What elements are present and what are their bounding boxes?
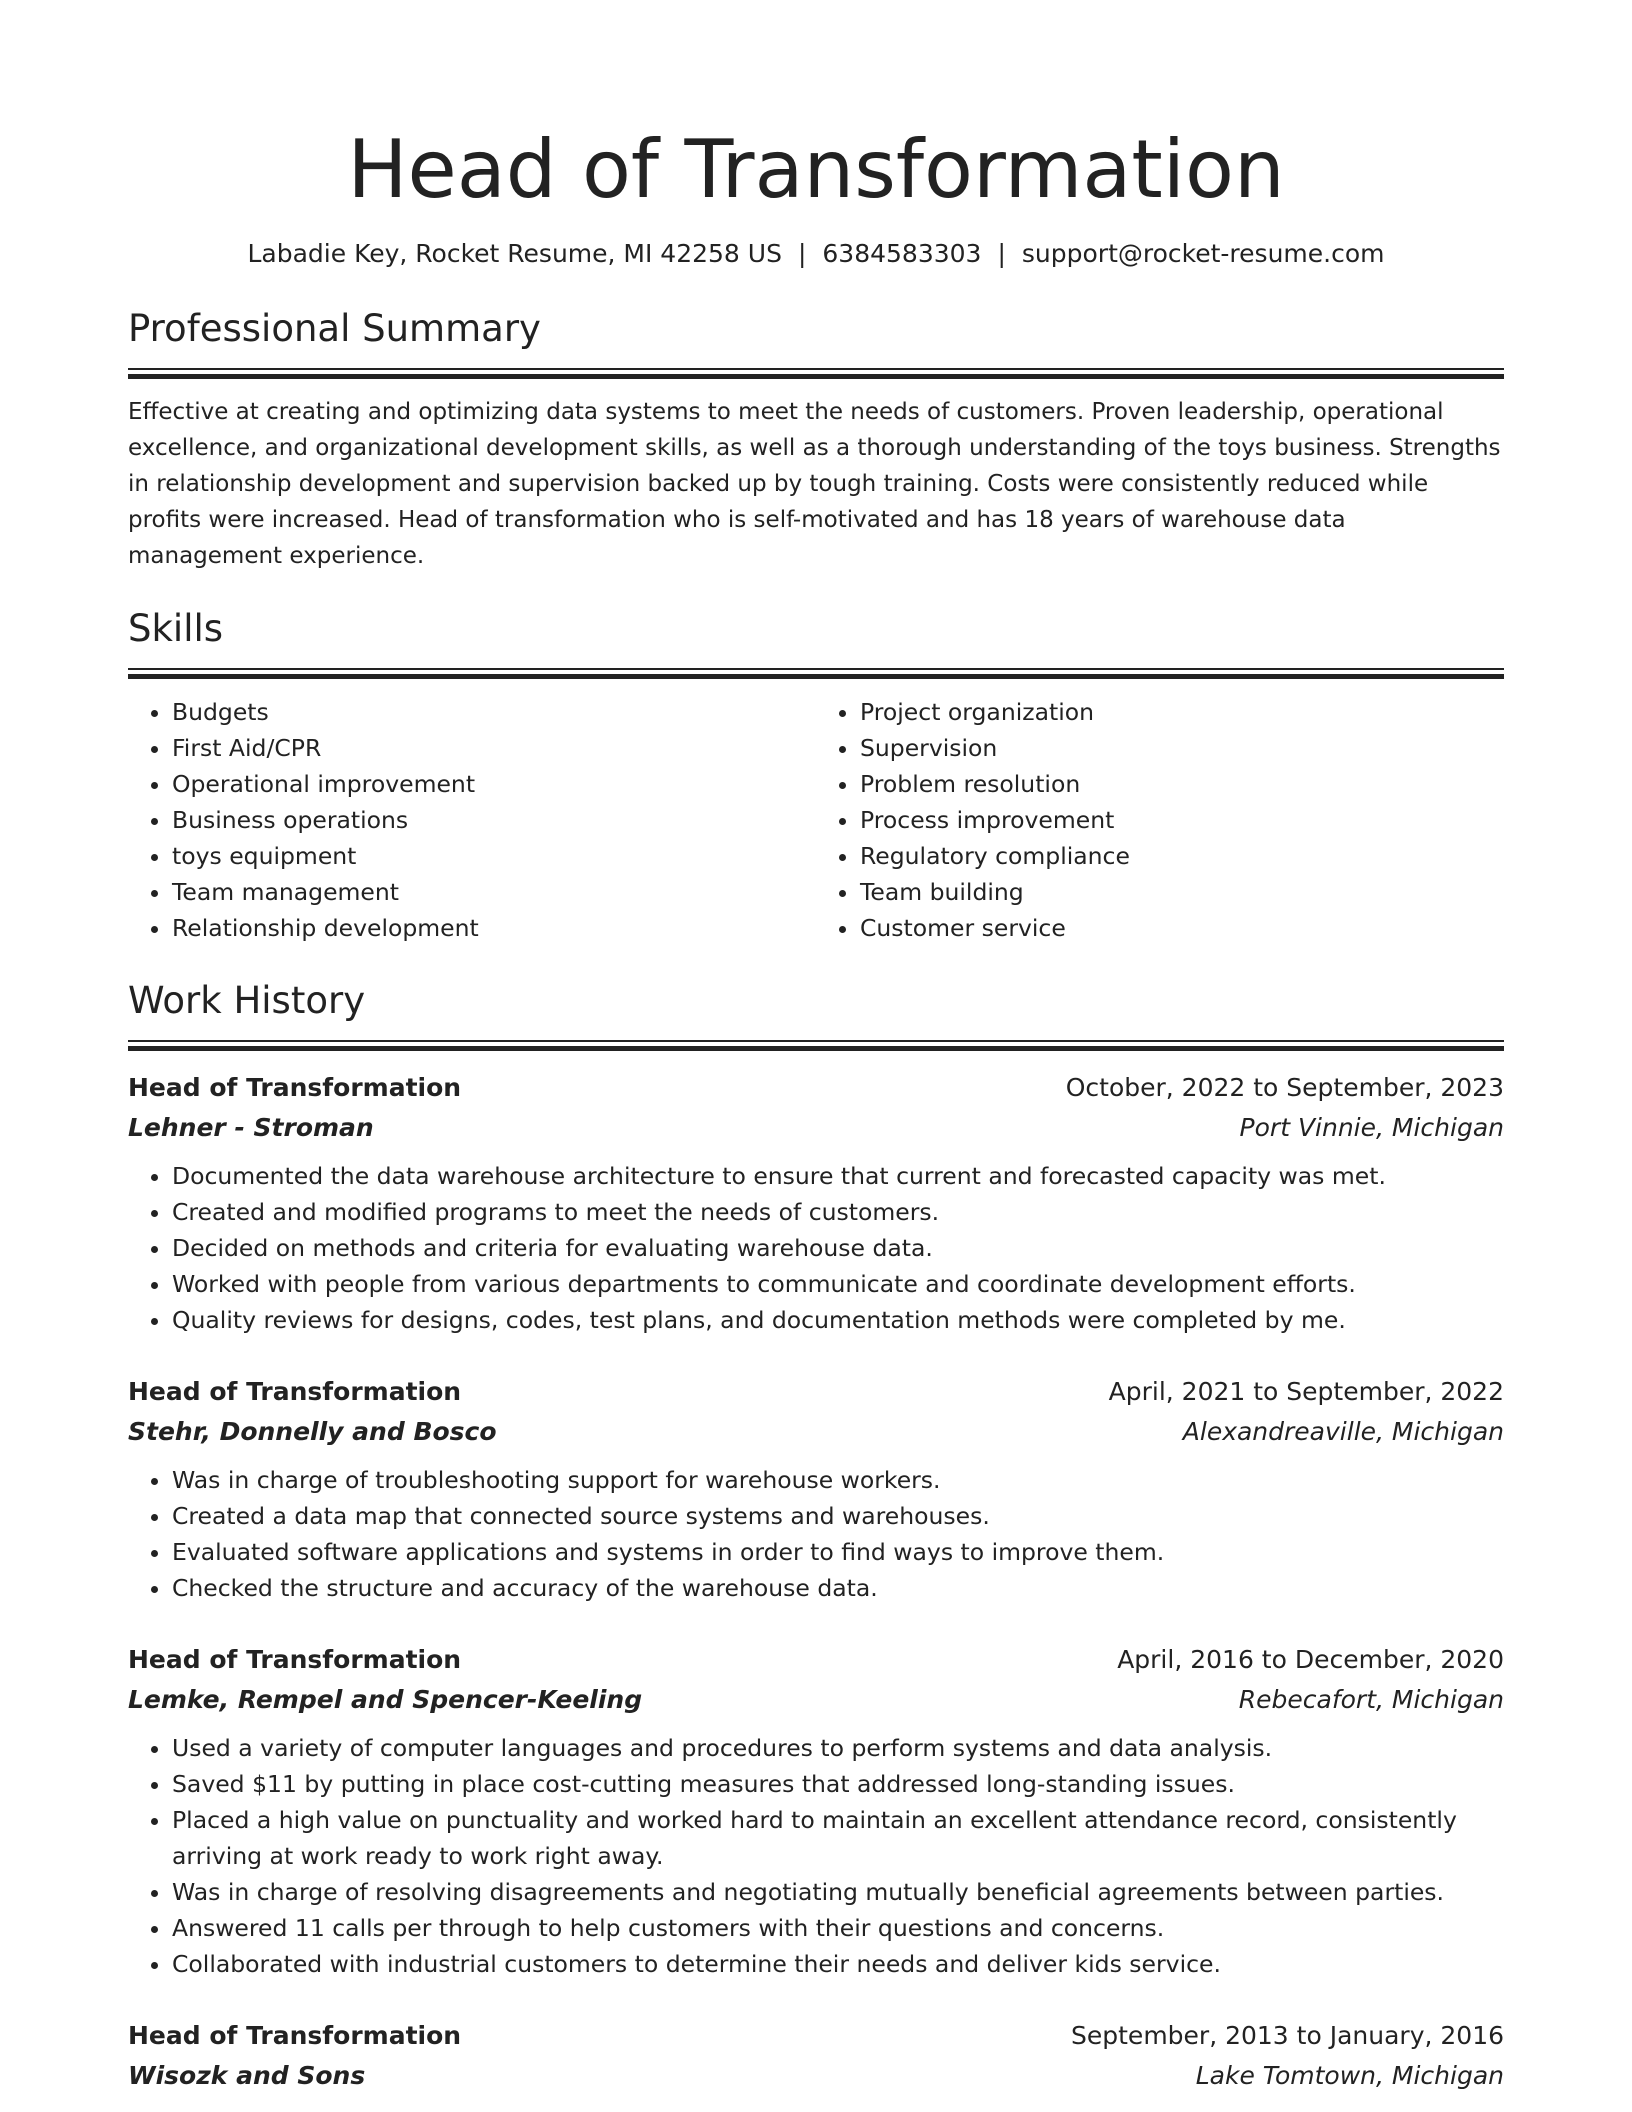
skill-item: • Team management [172,874,816,910]
summary-section [128,304,1504,574]
skills-columns [128,694,1504,946]
skills-title: Skills [128,607,224,650]
job-entry [128,1640,1504,1982]
job-dates: September, 2013 to January, 2016 [1071,2021,1504,2050]
candidate-name: Head of Transformation [347,123,1285,216]
work-history-title: Work History [128,979,366,1022]
job-bullet: • Documented the data warehouse architecture to ensure that current and forecasted capacity was met. [172,1158,1504,1194]
job-bullet: • Answered 11 calls per through to help customers with their questions and concerns. [172,1910,1504,1946]
skills-list-left [128,694,816,946]
job-bullets [128,1730,1504,1982]
summary-title: Professional Summary [128,307,541,350]
job-bullet: • Created a data map that connected source systems and warehouses. [172,1498,1504,1534]
skill-item: • Team building [860,874,1504,910]
skill-item: • Process improvement [860,802,1504,838]
job-dates: April, 2016 to December, 2020 [1117,1645,1504,1674]
contact-line [128,234,1504,274]
job-dates: October, 2022 to September, 2023 [1065,1073,1504,1102]
contact-email: support@rocket-resume.com [1021,239,1385,268]
job-bullet: • Checked the structure and accuracy of the warehouse data. [172,1570,1504,1606]
job-bullet: • Worked with people from various departments to communicate and coordinate development efforts. [172,1266,1504,1302]
skill-item: • First Aid/CPR [172,730,816,766]
work-history-section [128,976,1504,2096]
contact-separator: | [797,239,807,268]
skill-item: • Relationship development [172,910,816,946]
contact-separator: | [997,239,1006,268]
section-rule [128,368,1504,378]
skill-item: • Operational improvement [172,766,816,802]
job-location: Lake Tomtown, Michigan [1195,2061,1504,2090]
job-bullet: • Created and modified programs to meet the needs of customers. [172,1194,1504,1230]
contact-address: Labadie Key, Rocket Resume, MI 42258 US [247,239,782,268]
job-entry [128,1068,1504,1338]
summary-text: Effective at creating and optimizing data systems to meet the needs of customers. Proven leadership, operational excellence, and organizational development skills, as well as a thorough understanding of the toys business. Strengths in relationship development and supervision backed up by tough training. Costs were consistently reduced while profits were increased. Head of transformation who is self-motivated and has 18 years of warehouse data management experience. [128,399,1501,569]
job-entry [128,2016,1504,2096]
section-rule [128,668,1504,678]
skill-item: • Customer service [860,910,1504,946]
job-bullets [128,1158,1504,1338]
job-bullet: • Was in charge of resolving disagreements and negotiating mutually beneficial agreements between parties. [172,1874,1504,1910]
job-title: Head of Transformation [128,1377,462,1406]
job-bullet: • Evaluated software applications and systems in order to find ways to improve them. [172,1534,1504,1570]
job-title: Head of Transformation [128,2021,462,2050]
job-title: Head of Transformation [128,1645,462,1674]
skill-item: • Project organization [860,694,1504,730]
job-bullet: • Placed a high value on punctuality and worked hard to maintain an excellent attendance record, consistently arriving at work ready to work right away. [172,1802,1504,1874]
skills-section [128,604,1504,946]
job-company: Stehr, Donnelly and Bosco [128,1417,497,1446]
skill-item: • Supervision [860,730,1504,766]
section-rule [128,1040,1504,1050]
job-bullets [128,1462,1504,1606]
job-bullet: • Was in charge of troubleshooting support for warehouse workers. [172,1462,1504,1498]
job-entry [128,1372,1504,1606]
job-bullet: • Saved $11 by putting in place cost-cutting measures that addressed long-standing issues. [172,1766,1504,1802]
job-location: Port Vinnie, Michigan [1239,1113,1504,1142]
job-bullet: • Decided on methods and criteria for evaluating warehouse data. [172,1230,1504,1266]
job-bullet: • Quality reviews for designs, codes, test plans, and documentation methods were completed by me. [172,1302,1504,1338]
resume-page [128,120,1504,2096]
job-bullet: • Used a variety of computer languages and procedures to perform systems and data analysis. [172,1730,1504,1766]
skill-item: • toys equipment [172,838,816,874]
job-company: Lehner - Stroman [128,1113,374,1142]
job-location: Alexandreaville, Michigan [1182,1417,1504,1446]
job-company: Wisozk and Sons [128,2061,366,2090]
job-location: Rebecafort, Michigan [1238,1685,1504,1714]
skill-item: • Budgets [172,694,816,730]
skill-item: • Business operations [172,802,816,838]
skill-item: • Regulatory compliance [860,838,1504,874]
job-bullet: • Collaborated with industrial customers to determine their needs and deliver kids service. [172,1946,1504,1982]
job-company: Lemke, Rempel and Spencer-Keeling [128,1685,643,1714]
job-dates: April, 2021 to September, 2022 [1108,1377,1504,1406]
skill-item: • Problem resolution [860,766,1504,802]
skills-list-right [816,694,1504,946]
contact-phone: 6384583303 [822,239,982,268]
job-title: Head of Transformation [128,1073,462,1102]
